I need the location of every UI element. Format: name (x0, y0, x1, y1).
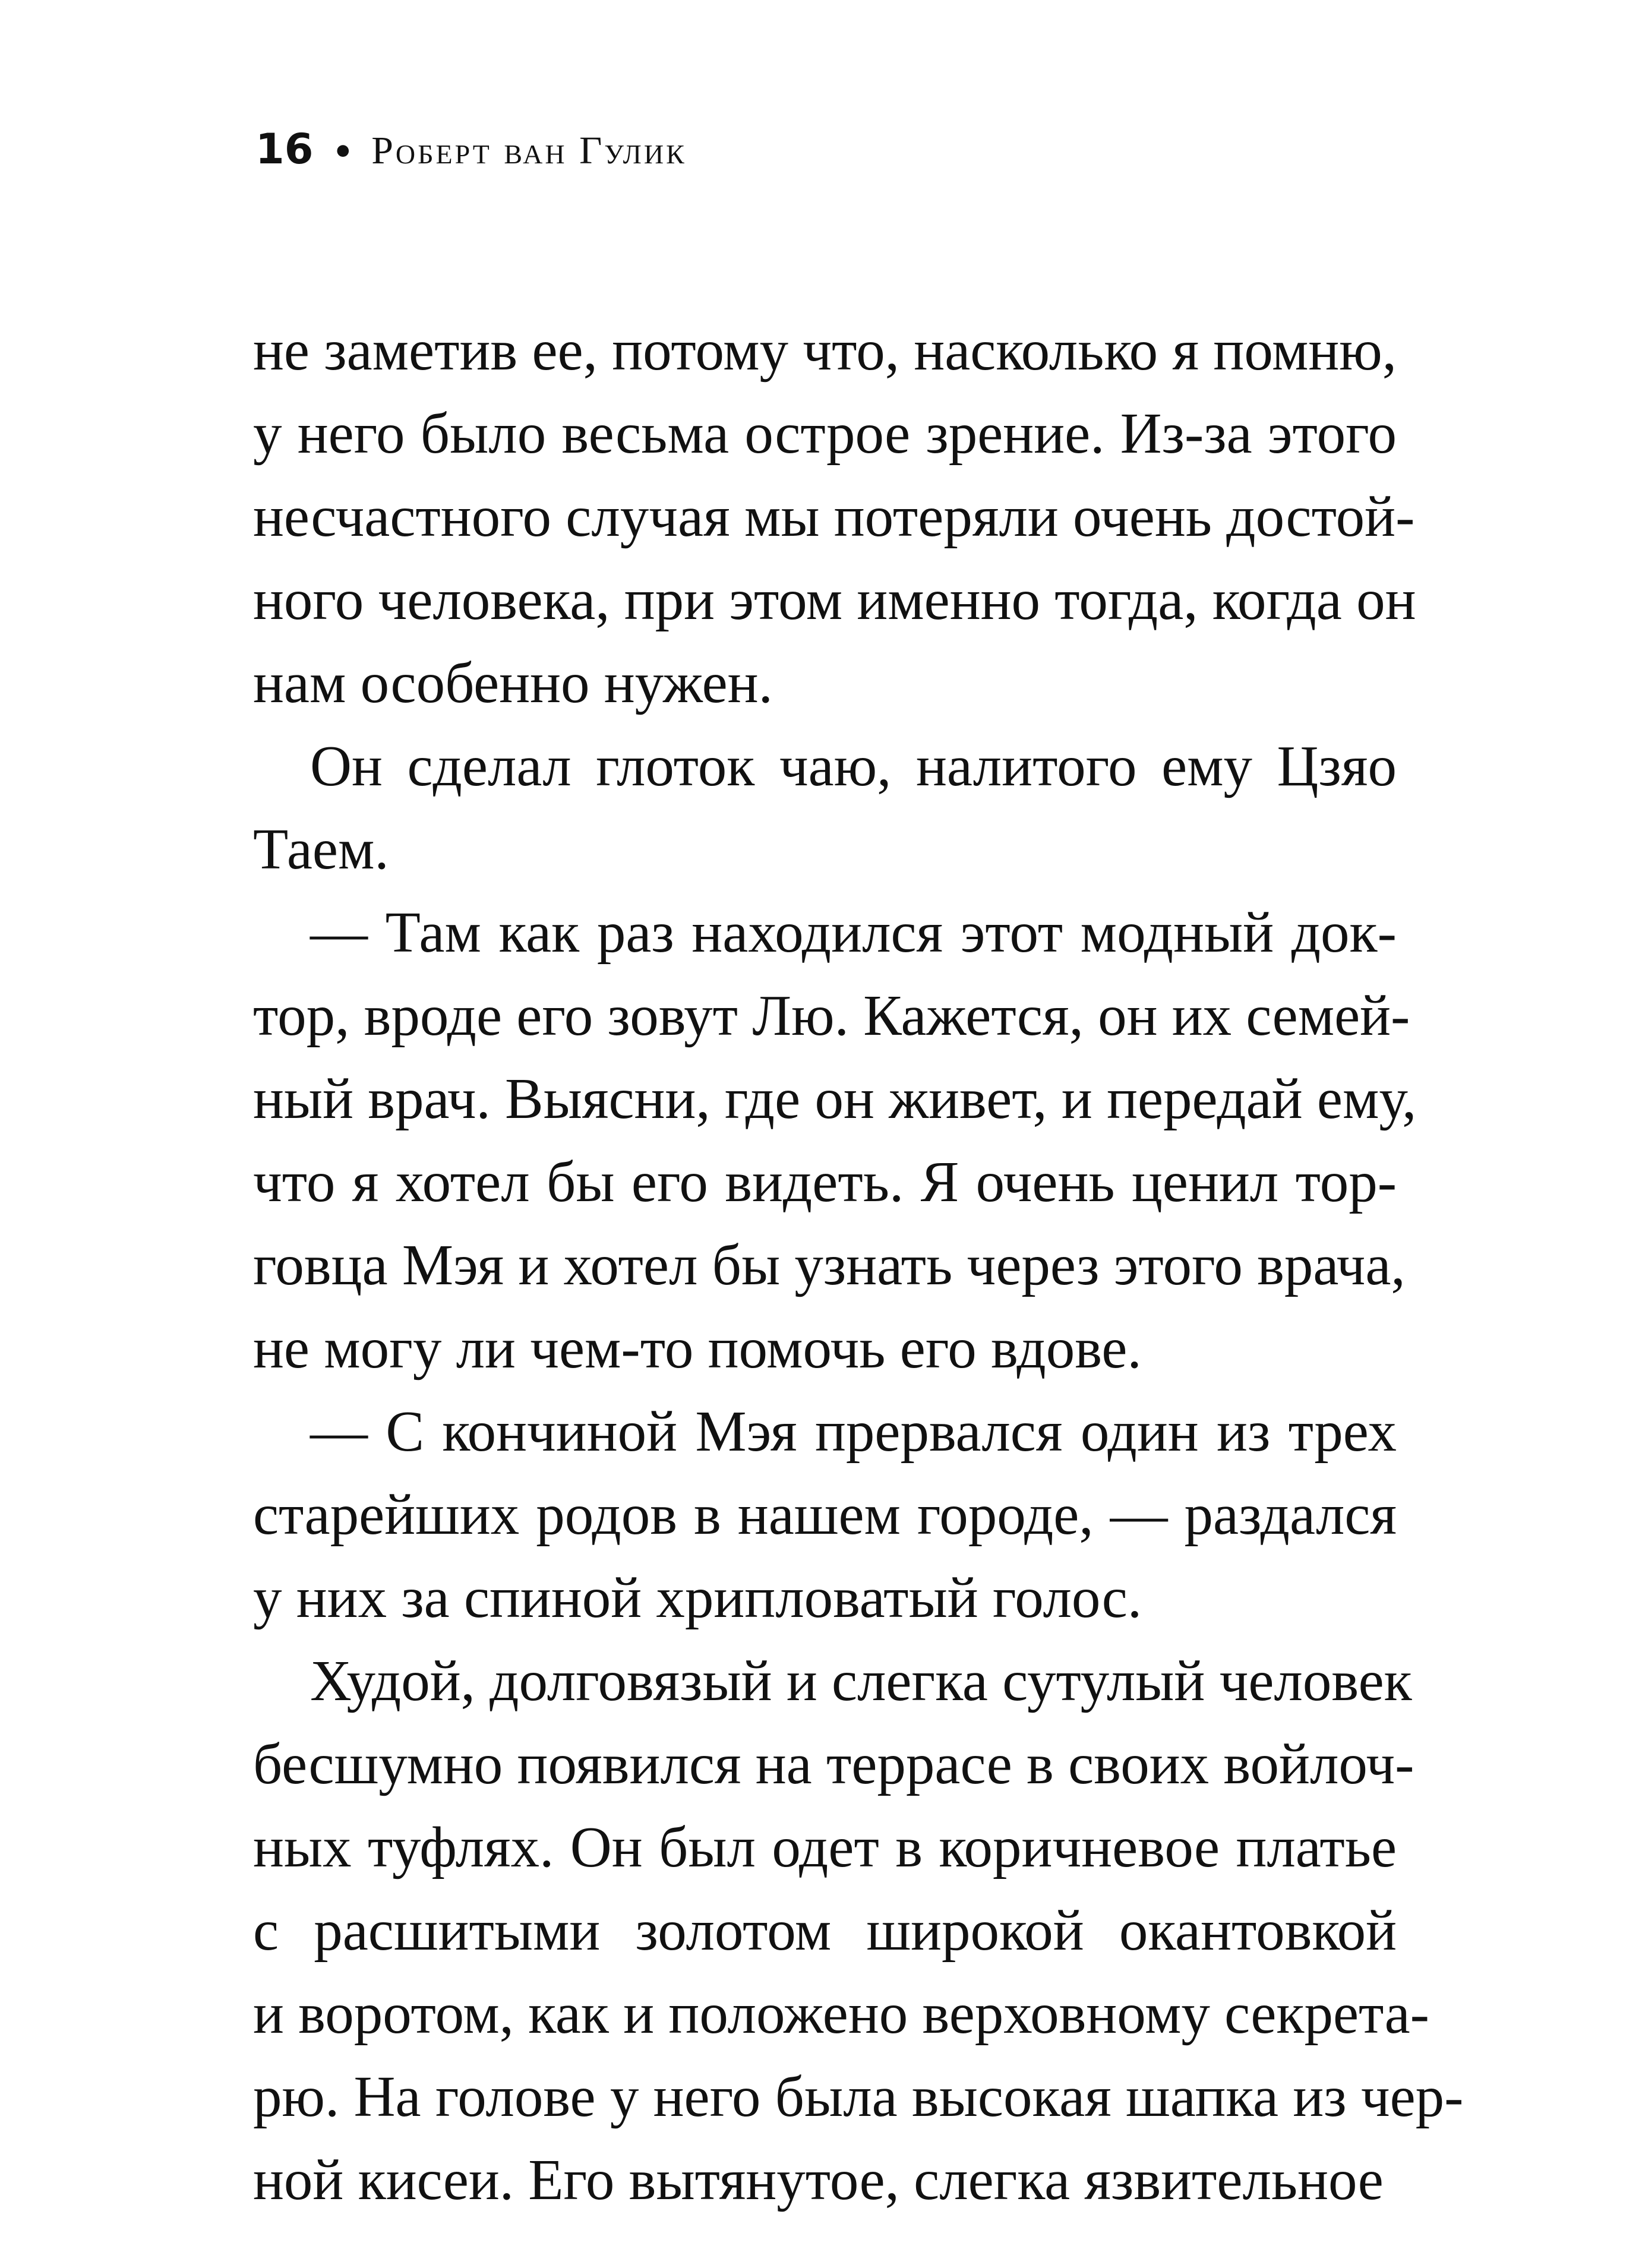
text-line: Он сделал глоток чаю, налитого ему Цзяо (310, 734, 1397, 798)
text-line: не заметив ее, потому что, насколько я помню, (253, 318, 1397, 382)
text-line: у него было весьма острое зрение. Из-за этого (253, 402, 1397, 465)
text-line: несчастного случая мы потеряли очень достой- (253, 485, 1415, 548)
text-line: Таем. (253, 817, 389, 881)
page-number: 16 (255, 125, 314, 173)
paragraph (253, 725, 1397, 891)
text-line: не могу ли чем-то помочь его вдове. (253, 1316, 1142, 1380)
text-line: бесшумно появился на террасе в своих войлоч- (253, 1732, 1414, 1796)
text-line: — С кончиной Мэя прервался один из трех (310, 1400, 1397, 1463)
running-head (255, 125, 687, 190)
paragraph (253, 891, 1417, 1390)
text-line: и воротом, как и положено верховному секрета- (253, 1982, 1429, 2045)
text-line: говца Мэя и хотел бы узнать через этого врача, (253, 1233, 1406, 1297)
body-text (253, 309, 1464, 2222)
text-line: рю. На голове у него была высокая шапка из чер- (253, 2065, 1464, 2128)
header-separator: • (332, 133, 354, 172)
text-line: что я хотел бы его видеть. Я очень ценил тор- (253, 1150, 1397, 1214)
text-line: — Там как раз находился этот модный док- (310, 901, 1397, 964)
running-head-author: Роберт ван Гулик (371, 129, 687, 172)
text-line: Худой, долговязый и слегка сутулый человек (310, 1649, 1412, 1713)
paragraph (253, 1390, 1397, 1640)
text-line: нам особенно нужен. (253, 651, 773, 715)
text-line: ного человека, при этом именно тогда, когда он (253, 568, 1416, 631)
text-line: тор, вроде его зовут Лю. Кажется, он их семей- (253, 984, 1410, 1047)
text-line: с расшитыми золотом широкой окантовкой (253, 1899, 1397, 1962)
paragraph (253, 1640, 1464, 2222)
text-line: у них за спиной хрипловатый голос. (253, 1566, 1142, 1629)
text-line: старейших родов в нашем городе, — раздался (253, 1483, 1397, 1546)
text-line: ный врач. Выясни, где он живет, и передай ему, (253, 1067, 1417, 1130)
paragraph (253, 309, 1416, 725)
text-line: ной кисеи. Его вытянутое, слегка язвительное (253, 2148, 1384, 2212)
text-line: ных туфлях. Он был одет в коричневое платье (253, 1815, 1397, 1879)
